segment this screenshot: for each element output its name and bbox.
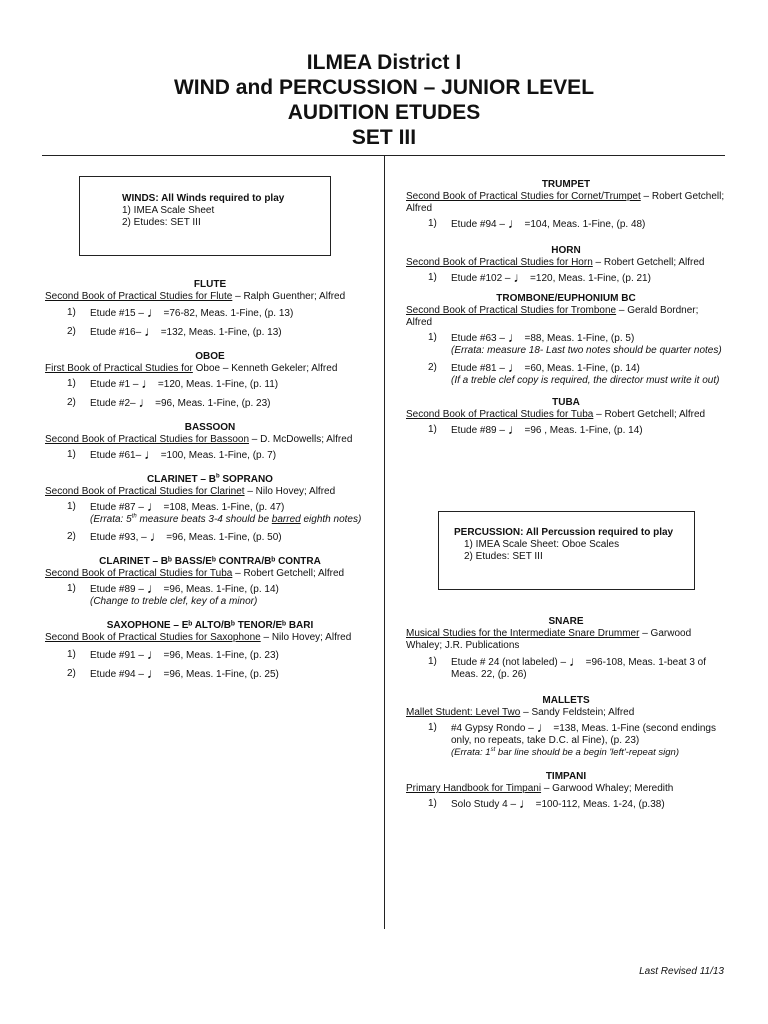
quarter-note-icon: ♩ <box>138 394 153 410</box>
book-author: – Sandy Feldstein; Alfred <box>520 707 635 718</box>
bass-clarinet-section <box>45 556 375 608</box>
section-heading: TIMPANI <box>545 771 587 782</box>
saxophone-section <box>45 620 375 681</box>
item-number: 1) <box>428 218 437 229</box>
etude-item <box>45 446 375 462</box>
item-text: =96, Meas. 1-Fine, (p. 23) <box>160 650 279 661</box>
quarter-note-icon: ♩ <box>507 359 522 375</box>
item-text: =96, Meas. 1-Fine, (p. 25) <box>160 669 279 680</box>
item-text: =100, Meas. 1-Fine, (p. 7) <box>157 450 277 461</box>
source-line <box>45 486 375 498</box>
item-text: Etude #1 – <box>90 379 142 390</box>
item-number: 1) <box>428 722 437 733</box>
book-author: – Robert Getchell; Alfred <box>406 191 725 214</box>
book-author: – Garwood Whaley; Meredith <box>541 783 674 794</box>
section-heading: FLUTE <box>193 279 227 290</box>
item-number: 1) <box>67 501 76 512</box>
errata-sup: st <box>490 746 496 753</box>
item-number: 1) <box>67 649 76 660</box>
book-author: – Ralph Guenther; Alfred <box>232 291 346 302</box>
book-title: First Book of Practical Studies for <box>45 363 193 374</box>
book-title: Second Book of Practical Studies for Saxophone <box>45 632 261 643</box>
errata-sup: th <box>131 513 137 520</box>
etude-item <box>45 580 375 608</box>
quarter-note-icon: ♩ <box>146 580 161 596</box>
etude-item <box>45 375 375 391</box>
percussion-requirement-box <box>438 511 695 590</box>
item-number: 1) <box>67 449 76 460</box>
left-column <box>45 279 375 681</box>
section-heading: BASSOON <box>184 422 236 433</box>
item-number: 2) <box>67 531 76 542</box>
item-text: =76-82, Meas. 1-Fine, (p. 13) <box>160 308 294 319</box>
book-title: Second Book of Practical Studies for Flute <box>45 291 233 302</box>
etude-item <box>406 215 726 231</box>
item-number: 1) <box>67 378 76 389</box>
source-line <box>406 628 726 652</box>
etude-item <box>45 528 375 544</box>
section-heading: TROMBONE/EUPHONIUM BC <box>496 293 636 304</box>
book-author: – Gerald Bordner; Alfred <box>406 305 699 328</box>
book-author: Oboe – Kenneth Gekeler; Alfred <box>192 363 338 374</box>
section-heading: HORN <box>551 245 581 256</box>
section-heading: TUBA <box>552 397 580 408</box>
quarter-note-icon: ♩ <box>146 304 161 320</box>
source-line <box>45 632 375 644</box>
heading-flat: b <box>215 473 220 480</box>
item-text: Etude #15 – <box>90 308 147 319</box>
section-heading: SAXOPHONE – Eᵇ ALTO/Bᵇ TENOR/Eᵇ BARI <box>106 620 314 631</box>
section-heading: SNARE <box>548 616 584 627</box>
item-number: 1) <box>67 307 76 318</box>
book-author: – D. McDowells; Alfred <box>249 434 353 445</box>
etude-item <box>406 421 726 437</box>
etude-item <box>45 646 375 662</box>
percussion-box-item: 1) IMEA Scale Sheet: Oboe Scales <box>464 539 620 550</box>
winds-box-heading: WINDS: All Winds required to play <box>122 193 285 204</box>
timpani-section <box>406 771 726 811</box>
quarter-note-icon: ♩ <box>143 446 158 462</box>
mallets-section <box>406 695 726 759</box>
book-title: Second Book of Practical Studies for Trombone <box>406 305 617 316</box>
source-line <box>45 291 375 303</box>
percussion-box-heading: PERCUSSION: All Percussion required to play <box>454 527 674 538</box>
book-title: Second Book of Practical Studies for Horn <box>406 257 593 268</box>
clarinet-section <box>45 474 375 544</box>
title-line: SET III <box>351 126 417 149</box>
winds-box-item: 2) Etudes: SET III <box>122 217 201 228</box>
item-text: =96 , Meas. 1-Fine, (p. 14) <box>521 425 643 436</box>
etude-item <box>45 665 375 681</box>
errata-text: eighth notes) <box>300 514 362 525</box>
item-number: 1) <box>428 424 437 435</box>
quarter-note-icon: ♩ <box>149 528 164 544</box>
item-number: 2) <box>67 326 76 337</box>
item-text: Solo Study 4 – <box>451 799 519 810</box>
section-heading: MALLETS <box>542 695 590 706</box>
source-line <box>406 191 726 215</box>
document-title <box>0 50 768 150</box>
etude-item <box>45 394 375 410</box>
etude-item <box>406 653 726 681</box>
flute-section <box>45 279 375 339</box>
source-line <box>406 783 726 795</box>
quarter-note-icon: ♩ <box>507 421 522 437</box>
quarter-note-icon: ♩ <box>146 646 161 662</box>
item-text: =96-108, Meas. 1-beat 3 of Meas. 22, (p. 26) <box>451 657 707 680</box>
item-text: Etude # 24 (not labeled) – <box>451 657 569 668</box>
book-title: Primary Handbook for Timpani <box>406 783 542 794</box>
source-line <box>406 409 726 421</box>
errata-text: bar line should be a begin 'left'-repeat sign) <box>495 747 679 758</box>
book-title: Second Book of Practical Studies for Tuba <box>45 568 233 579</box>
etude-item <box>406 719 726 759</box>
book-title: Musical Studies for the Intermediate Snare Drummer <box>406 628 640 639</box>
item-text: Etude #63 – <box>451 333 508 344</box>
source-line <box>406 305 726 329</box>
source-line <box>45 568 375 580</box>
heading-text: CLARINET – B <box>147 474 216 485</box>
item-text: Etude #89 – <box>451 425 508 436</box>
item-text: Etude #94 – <box>90 669 147 680</box>
oboe-section <box>45 351 375 410</box>
item-text: Etude #89 – <box>90 584 147 595</box>
book-author: – Nilo Hovey; Alfred <box>244 486 336 497</box>
item-text: #4 Gypsy Rondo – <box>451 723 537 734</box>
errata-text: (Errata: 1 <box>451 747 491 758</box>
book-title: Second Book of Practical Studies for Cornet/Trumpet <box>406 191 641 202</box>
right-column-percussion <box>406 616 726 811</box>
item-number: 2) <box>67 668 76 679</box>
revision-date: Last Revised 11/13 <box>639 966 724 977</box>
item-text: =100-112, Meas. 1-24, (p.38) <box>532 799 665 810</box>
quarter-note-icon: ♩ <box>507 215 522 231</box>
quarter-note-icon: ♩ <box>518 795 533 811</box>
item-text: Etude #81 – <box>451 363 508 374</box>
quarter-note-icon: ♩ <box>146 498 161 514</box>
book-title: Second Book of Practical Studies for Bassoon <box>45 434 250 445</box>
column-divider <box>384 155 385 929</box>
item-text: Etude #61– <box>90 450 144 461</box>
item-text: =138, Meas. 1-Fine (second endings only, no repeats, take D.C. al Fine), (p. 23) <box>451 723 716 746</box>
book-title: Second Book of Practical Studies for Clarinet <box>45 486 245 497</box>
horn-section <box>406 245 726 285</box>
book-title: Mallet Student: Level Two <box>406 707 521 718</box>
tuba-section <box>406 397 726 437</box>
errata-note: (Errata: measure 18- Last two notes should be quarter notes) <box>451 345 722 356</box>
errata-text: measure beats 3-4 should be <box>136 514 272 525</box>
book-author: – Garwood Whaley; J.R. Publications <box>406 628 692 651</box>
winds-box-item: 1) IMEA Scale Sheet <box>122 205 215 216</box>
quarter-note-icon: ♩ <box>507 329 522 345</box>
item-number: 2) <box>67 397 76 408</box>
item-number: 1) <box>428 332 437 343</box>
bassoon-section <box>45 422 375 462</box>
item-number: 2) <box>428 362 437 373</box>
title-line: AUDITION ETUDES <box>287 101 481 124</box>
errata-underlined: barred <box>271 514 301 525</box>
item-text: Etude #91 – <box>90 650 147 661</box>
quarter-note-icon: ♩ <box>141 375 156 391</box>
item-text: Etude #93, – <box>90 532 150 543</box>
errata-note <box>451 747 726 759</box>
trumpet-section <box>406 179 726 231</box>
item-text: Etude #102 – <box>451 273 514 284</box>
etude-item <box>406 359 726 387</box>
title-line: ILMEA District I <box>306 51 462 74</box>
etude-item <box>45 498 375 526</box>
item-number: 1) <box>428 656 437 667</box>
source-line <box>406 707 726 719</box>
section-heading <box>45 474 375 486</box>
item-text: Etude #2– <box>90 398 139 409</box>
etude-item <box>406 329 726 357</box>
right-column-winds <box>406 179 726 437</box>
errata-text: (Errata: 5 <box>90 514 132 525</box>
title-line: WIND and PERCUSSION – JUNIOR LEVEL <box>173 76 595 99</box>
book-author: – Robert Getchell; Alfred <box>232 568 345 579</box>
percussion-box-item: 2) Etudes: SET III <box>464 551 543 562</box>
item-number: 1) <box>428 798 437 809</box>
quarter-note-icon: ♩ <box>536 719 551 735</box>
errata-note <box>90 514 375 526</box>
section-heading: OBOE <box>195 351 225 362</box>
item-text: =108, Meas. 1-Fine, (p. 47) <box>160 502 285 513</box>
item-text: Etude #87 – <box>90 502 147 513</box>
item-text: =96, Meas. 1-Fine, (p. 50) <box>163 532 282 543</box>
source-line <box>45 434 375 446</box>
item-text: =120, Meas. 1-Fine, (p. 21) <box>527 273 651 284</box>
item-number: 1) <box>67 583 76 594</box>
item-text: =96, Meas. 1-Fine, (p. 23) <box>152 398 271 409</box>
item-text: =88, Meas. 1-Fine, (p. 5) <box>521 333 635 344</box>
section-heading: TRUMPET <box>541 179 591 190</box>
section-heading: CLARINET – Bᵇ BASS/Eᵇ CONTRA/Bᵇ CONTRA <box>99 556 321 567</box>
quarter-note-icon: ♩ <box>143 323 158 339</box>
trombone-section <box>406 293 726 387</box>
quarter-note-icon: ♩ <box>568 653 583 669</box>
heading-text: SOPRANO <box>219 474 273 485</box>
item-text: =120, Meas. 1-Fine, (p. 11) <box>155 379 279 390</box>
item-text: Etude #16– <box>90 327 144 338</box>
source-line <box>45 363 375 375</box>
item-text: =96, Meas. 1-Fine, (p. 14) <box>160 584 279 595</box>
item-text: =104, Meas. 1-Fine, (p. 48) <box>521 219 646 230</box>
etude-item <box>406 269 726 285</box>
item-text: Etude #94 – <box>451 219 508 230</box>
quarter-note-icon: ♩ <box>146 665 161 681</box>
treble-clef-note: (If a treble clef copy is required, the director must write it out) <box>451 375 720 386</box>
etude-item <box>45 323 375 339</box>
item-number: 1) <box>428 272 437 283</box>
item-text: =60, Meas. 1-Fine, (p. 14) <box>521 363 640 374</box>
item-text: =132, Meas. 1-Fine, (p. 13) <box>157 327 282 338</box>
winds-requirement-box <box>79 176 331 256</box>
quarter-note-icon: ♩ <box>513 269 528 285</box>
clef-note: (Change to treble clef, key of a minor) <box>90 596 258 607</box>
book-author: – Robert Getchell; Alfred <box>593 409 706 420</box>
etude-item <box>406 795 726 811</box>
snare-section <box>406 616 726 681</box>
etude-item <box>45 304 375 320</box>
book-title: Second Book of Practical Studies for Tuba <box>406 409 594 420</box>
source-line <box>406 257 726 269</box>
book-author: – Robert Getchell; Alfred <box>592 257 705 268</box>
book-author: – Nilo Hovey; Alfred <box>260 632 352 643</box>
